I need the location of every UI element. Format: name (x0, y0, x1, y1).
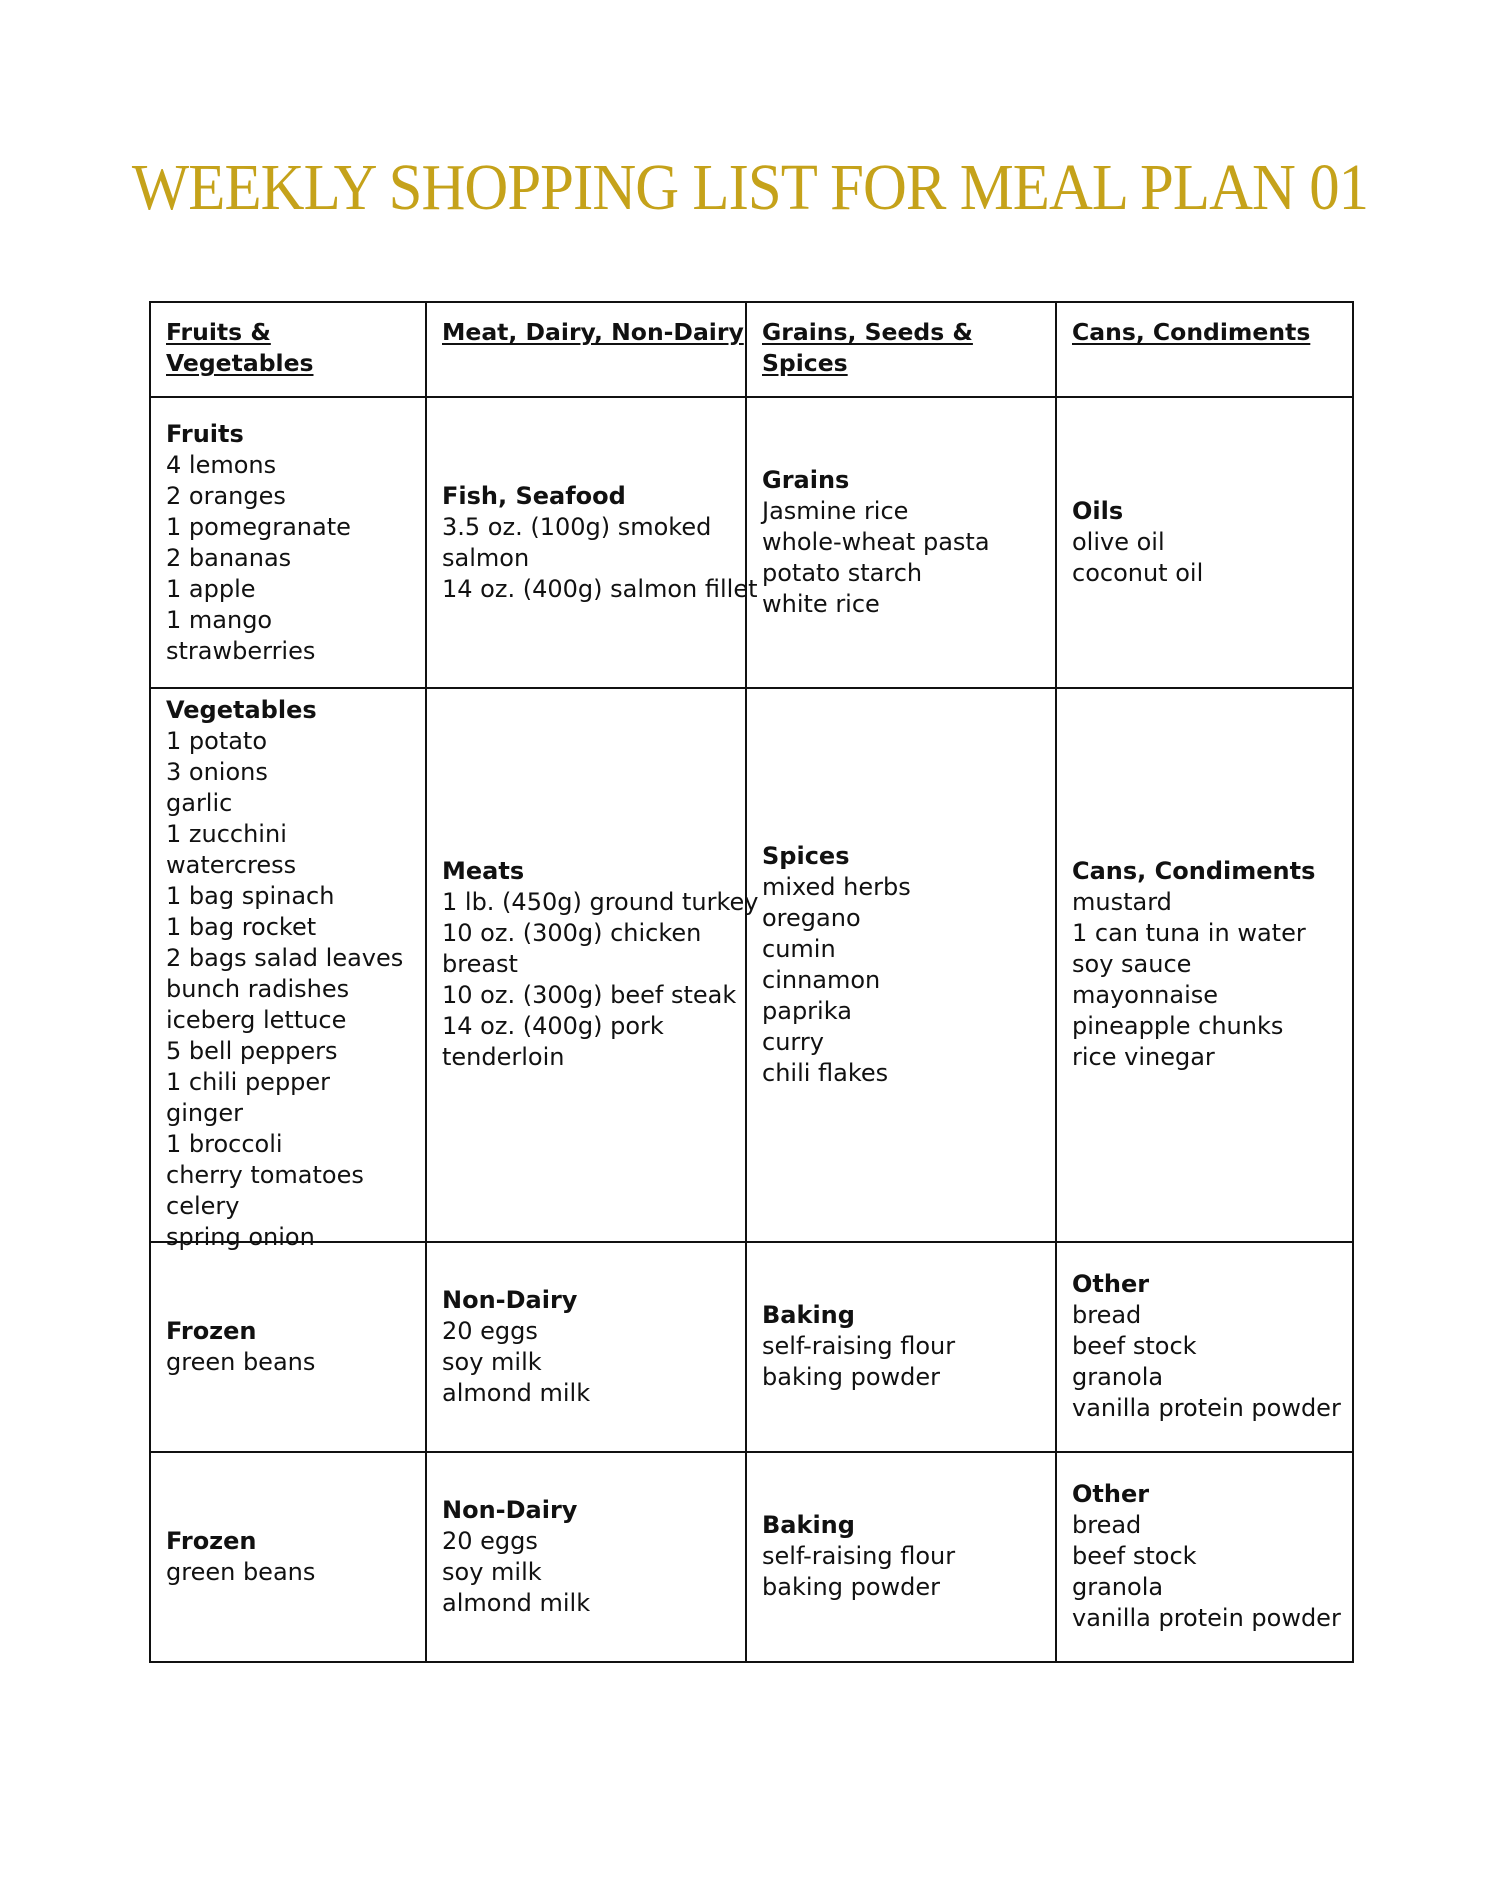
cell-content (762, 841, 1055, 1089)
list-item: 1 pomegranate (166, 512, 351, 541)
list-item: spring onion (166, 1222, 315, 1251)
list-cell (150, 397, 426, 688)
column-header-grains-seeds-spices: Grains, Seeds & Spices (746, 302, 1056, 397)
list-item: 5 bell peppers (166, 1036, 338, 1065)
list-item: 2 oranges (166, 481, 286, 510)
list-item: almond milk (442, 1588, 591, 1617)
list-item: 1 bag rocket (166, 912, 317, 941)
list-item: 1 can tuna in water (1072, 919, 1306, 948)
list-item: salmon (442, 543, 530, 572)
list-item: white rice (762, 590, 880, 619)
list-item: 2 bananas (166, 543, 292, 572)
fruits-row (150, 397, 1353, 688)
list-item: 14 oz. (400g) salmon fillet (442, 574, 758, 603)
list-item: beef stock (1072, 1332, 1197, 1361)
list-item: watercress (166, 850, 297, 879)
list-cell (426, 1242, 746, 1452)
column-header-fruits-vegetables: Fruits & Vegetables (150, 302, 426, 397)
list-item: 3.5 oz. (100g) smoked (442, 512, 712, 541)
list-item: granola (1072, 1363, 1164, 1392)
list-item: iceberg lettuce (166, 1005, 347, 1034)
list-item: ginger (166, 1098, 243, 1127)
cell-content (1072, 856, 1352, 1073)
list-item: self-raising flour (762, 1332, 956, 1361)
frozen-row-1 (150, 1242, 1353, 1452)
cell-content (166, 695, 425, 1251)
list-item: paprika (762, 996, 852, 1025)
category-heading: Spices (762, 841, 850, 870)
list-item: vanilla protein powder (1072, 1604, 1341, 1633)
cell-content (442, 1495, 745, 1619)
list-item: 1 bag spinach (166, 881, 335, 910)
list-cell (426, 397, 758, 688)
category-heading: Baking (762, 1511, 855, 1540)
cell-content (166, 1526, 425, 1588)
vegetables-row (150, 688, 1353, 1241)
list-cell (1056, 1452, 1353, 1662)
category-heading: Frozen (166, 1526, 257, 1555)
cell-content (762, 465, 1055, 620)
list-cell (746, 688, 1056, 1241)
list-item: rice vinegar (1072, 1043, 1215, 1072)
list-item: 20 eggs (442, 1316, 538, 1345)
list-item: oregano (762, 903, 861, 932)
list-item: mayonnaise (1072, 981, 1219, 1010)
list-cell (150, 688, 426, 1251)
list-item: almond milk (442, 1378, 591, 1407)
shopping-list-table (149, 301, 1354, 1663)
list-item: tenderloin (442, 1043, 565, 1072)
list-item: 1 zucchini (166, 819, 287, 848)
list-item: coconut oil (1072, 559, 1204, 588)
list-cell (1056, 397, 1353, 688)
category-heading: Vegetables (166, 695, 317, 724)
column-header-cans-condiments: Cans, Condiments (1056, 302, 1353, 397)
list-item: olive oil (1072, 528, 1165, 557)
list-item: 4 lemons (166, 450, 277, 479)
category-heading: Non-Dairy (442, 1495, 578, 1524)
cell-content (1072, 496, 1352, 589)
list-item: 3 onions (166, 757, 268, 786)
list-cell (746, 397, 1056, 688)
list-item: baking powder (762, 1363, 940, 1392)
category-heading: Baking (762, 1301, 855, 1330)
list-item: 1 mango (166, 605, 273, 634)
category-heading: Fruits (166, 419, 244, 448)
list-cell (426, 1452, 746, 1662)
list-item: vanilla protein powder (1072, 1394, 1341, 1423)
list-item: 1 apple (166, 574, 256, 603)
frozen-row-2 (150, 1452, 1353, 1662)
cell-content (762, 1300, 1055, 1393)
list-item: garlic (166, 788, 233, 817)
list-item: cherry tomatoes (166, 1160, 364, 1189)
list-item: 2 bags salad leaves (166, 943, 404, 972)
category-heading: Fish, Seafood (442, 481, 626, 510)
list-item: green beans (166, 1347, 316, 1376)
cell-content (442, 481, 758, 605)
category-heading: Non-Dairy (442, 1285, 578, 1314)
list-cell (746, 1242, 1056, 1452)
category-heading: Other (1072, 1270, 1150, 1299)
category-heading: Frozen (166, 1316, 257, 1345)
page-title: WEEKLY SHOPPING LIST FOR MEAL PLAN 01 (131, 151, 1369, 224)
list-item: soy milk (442, 1557, 542, 1586)
list-item: cumin (762, 934, 836, 963)
category-heading: Grains (762, 466, 850, 495)
list-cell (150, 1452, 426, 1662)
list-item: breast (442, 950, 518, 979)
list-item: whole-wheat pasta (762, 528, 990, 557)
cell-content (1072, 1269, 1352, 1424)
list-item: 1 lb. (450g) ground turkey (442, 888, 759, 917)
list-item: green beans (166, 1557, 316, 1586)
list-item: Jasmine rice (762, 497, 909, 526)
list-item: 14 oz. (400g) pork (442, 1012, 664, 1041)
list-item: cinnamon (762, 965, 881, 994)
list-cell (150, 1242, 426, 1452)
list-item: granola (1072, 1573, 1164, 1602)
list-item: beef stock (1072, 1542, 1197, 1571)
list-item: pineapple chunks (1072, 1012, 1284, 1041)
list-item: mixed herbs (762, 872, 911, 901)
list-cell (426, 688, 759, 1241)
category-heading: Other (1072, 1480, 1150, 1509)
category-heading: Oils (1072, 497, 1124, 526)
list-item: 10 oz. (300g) chicken (442, 919, 702, 948)
list-item: bunch radishes (166, 974, 350, 1003)
list-item: baking powder (762, 1573, 940, 1602)
column-header-meat-dairy: Meat, Dairy, Non-Dairy (426, 302, 746, 397)
category-heading: Meats (442, 857, 525, 886)
list-cell (746, 1452, 1056, 1662)
list-item: 10 oz. (300g) beef steak (442, 981, 737, 1010)
list-item: bread (1072, 1301, 1142, 1330)
cell-content (166, 1316, 425, 1378)
cell-content (166, 419, 425, 667)
list-item: curry (762, 1027, 824, 1056)
list-item: bread (1072, 1511, 1142, 1540)
list-item: self-raising flour (762, 1542, 956, 1571)
cell-content (442, 1285, 745, 1409)
list-item: celery (166, 1191, 240, 1220)
cell-content (762, 1510, 1055, 1603)
list-item: mustard (1072, 888, 1172, 917)
list-item: 20 eggs (442, 1526, 538, 1555)
list-item: strawberries (166, 636, 316, 665)
list-item: soy milk (442, 1347, 542, 1376)
list-item: 1 broccoli (166, 1129, 283, 1158)
category-heading: Cans, Condiments (1072, 857, 1316, 886)
list-cell (1056, 1242, 1353, 1452)
list-item: 1 potato (166, 726, 268, 755)
header-row (150, 302, 1353, 397)
cell-content (442, 856, 759, 1073)
list-item: potato starch (762, 559, 923, 588)
list-item: chili flakes (762, 1058, 889, 1087)
cell-content (1072, 1479, 1352, 1634)
list-cell (1056, 688, 1353, 1241)
list-item: soy sauce (1072, 950, 1192, 979)
list-item: 1 chili pepper (166, 1067, 331, 1096)
